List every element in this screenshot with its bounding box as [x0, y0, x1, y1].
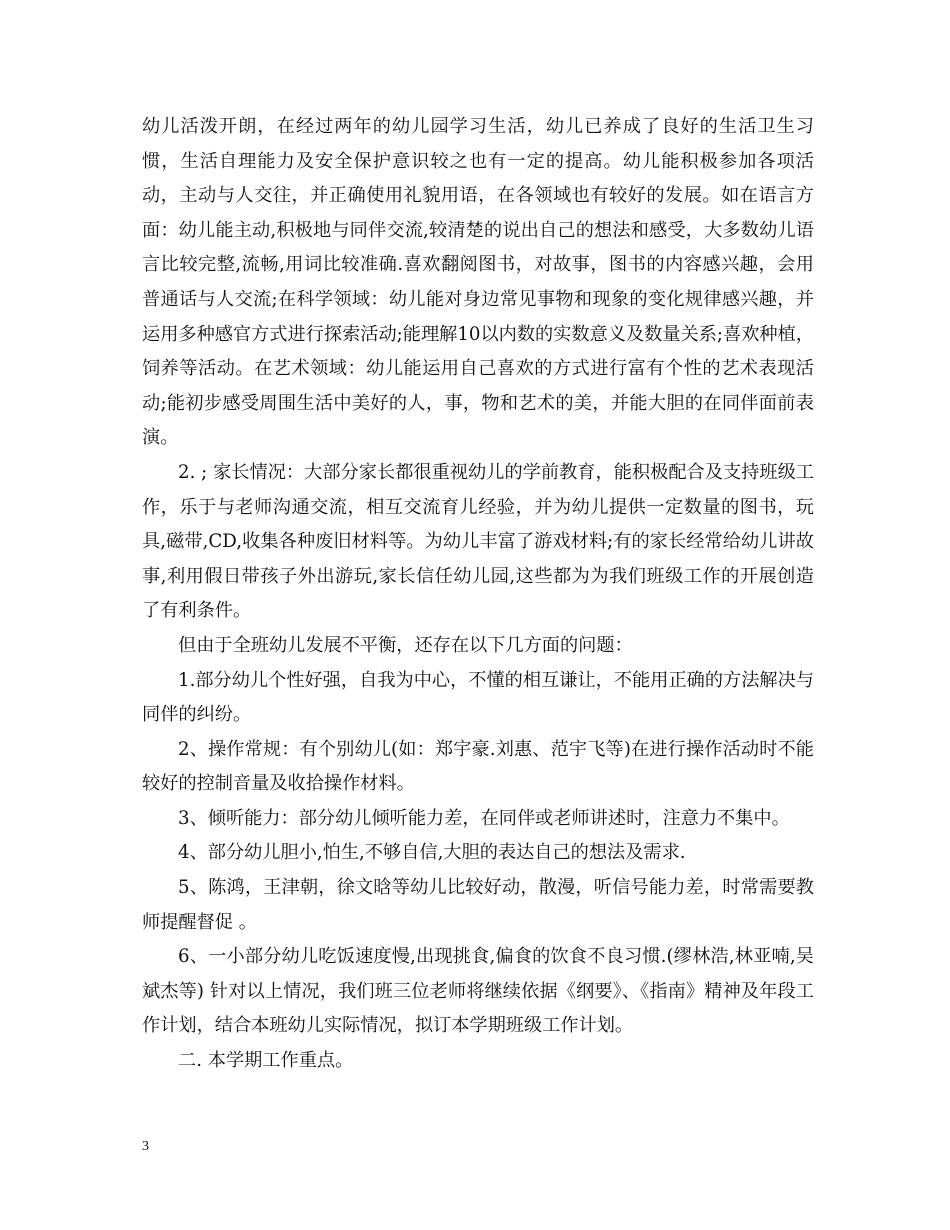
list-item-problem-2: 2、操作常规：有个别幼儿(如：郑宇豪.刘惠、范宇飞等)在进行操作活动时不能较好的控制音量及收拾操作材料。	[142, 738, 814, 795]
paragraph-parent-situation: 2. ; 家长情况：大部分家长都很重视幼儿的学前教育，能积极配合及支持班级工作，乐于与老师沟通交流，相互交流育儿经验，并为幼儿提供一定数量的图书，玩具,磁带,CD,收集各种废旧材料等。为幼儿丰富了游戏材料;有的家长经常给幼儿讲故事,利用假日带孩子外出游玩,家长信任幼儿园,这些都为为我们班级工作的开展创造了有利条件。	[142, 461, 814, 622]
list-item-problem-4: 4、部分幼儿胆小,怕生,不够自信,大胆的表达自己的想法及需求.	[178, 842, 686, 864]
list-item-problem-6: 6、一小部分幼儿吃饭速度慢,出现挑食,偏食的饮食不良习惯.(缪林浩,林亚喃,吴斌杰等) 针对以上情况，我们班三位老师将继续依据《纲要》、《指南》精神及年段工作计划，结合本班幼儿实际情况，拟订本学期班级工作计划。	[142, 946, 814, 1037]
document-body	[142, 110, 814, 1079]
list-item-problem-3: 3、倾听能力：部分幼儿倾听能力差，在同伴或老师讲述时，注意力不集中。	[178, 807, 790, 829]
paragraph-child-overview: 幼儿活泼开朗，在经过两年的幼儿园学习生活，幼儿已养成了良好的生活卫生习惯，生活自理能力及安全保护意识较之也有一定的提高。幼儿能积极参加各项活动，主动与人交往，并正确使用礼貌用语，在各领域也有较好的发展。如在语言方面：幼儿能主动,积极地与同伴交流,较清楚的说出自己的想法和感受，大多数幼儿语言比较完整,流畅,用词比较准确.喜欢翻阅图书，对故事，图书的内容感兴趣，会用普通话与人交流;在科学领域：幼儿能对身边常见事物和现象的变化规律感兴趣，并运用多种感官方式进行探索活动;能理解10以内数的实数意义及数量关系;喜欢种植，饲养等活动。在艺术领域：幼儿能运用自己喜欢的方式进行富有个性的艺术表现活动;能初步感受周围生活中美好的人，事，物和艺术的美，并能大胆的在同伴面前表演。	[142, 116, 814, 449]
paragraph-problems-intro: 但由于全班幼儿发展不平衡，还存在以下几方面的问题：	[178, 634, 633, 656]
section-heading-work-focus: 二. 本学期工作重点。	[178, 1050, 354, 1072]
page-number: 3	[142, 1139, 149, 1154]
list-item-problem-5: 5、陈鸿，王津朝，徐文晗等幼儿比较好动，散漫，听信号能力差，时常需要教师提醒督促 。	[142, 877, 814, 933]
list-item-problem-1: 1.部分幼儿个性好强，自我为中心，不懂的相互谦让，不能用正确的方法解决与同伴的纠纷。	[142, 669, 814, 726]
